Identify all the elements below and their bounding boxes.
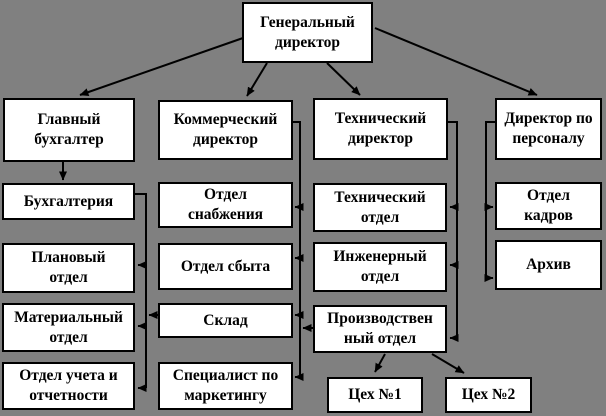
trunk-pers [486,122,495,278]
org-node-label: отдел [49,269,88,286]
org-node-label: ный отдел [343,330,417,347]
org-node-supply-dept [158,182,293,228]
org-node-label: Цех №1 [348,386,402,404]
org-node-chief-accountant [3,98,135,162]
org-node-warehouse [158,303,293,338]
org-node-label: Технический [334,110,427,128]
org-node-label: Инженерный [333,248,427,266]
arrow-gen-to-komm [247,63,267,96]
org-node-label: Генеральный [260,13,355,31]
org-node-hr-director [495,98,602,160]
arrow-gen-to-tech [327,63,360,95]
org-node-material-dept [2,303,135,352]
org-node-commercial-director [158,100,293,160]
org-node-label: Бухгалтерия [23,192,114,210]
arrow-proizv-to-ceh2 [432,354,464,373]
org-node-technical-director [313,98,448,160]
org-node-label: Коммерческий [173,111,278,129]
org-node-label: отчетности [29,387,108,404]
org-node-label: Главный [37,111,101,129]
org-node-label: Материальный [14,308,123,326]
trunk-komm [293,122,300,377]
org-node-planning-dept [2,243,135,293]
org-node-label: Архив [526,256,571,274]
org-node-label: кадров [524,207,573,224]
arrow-gen-to-pers [375,28,537,95]
org-node-label: отдел [49,328,88,346]
org-node-archive [495,240,602,290]
org-node-label: снабжения [187,206,264,223]
arrow-proizv-to-ceh1 [375,354,385,372]
org-node-workshop-2 [445,377,532,413]
org-node-technical-dept [313,183,447,232]
org-node-label: отдел [360,268,400,285]
org-node-label: бухгалтер [34,131,104,148]
org-node-label: Цех №2 [461,386,516,404]
org-node-marketing-specialist [158,362,293,410]
org-node-label: персоналу [512,130,585,147]
org-node-label: Производствен [327,310,433,328]
org-node-workshop-1 [327,377,423,413]
arrow-gen-to-glav [80,38,243,95]
org-node-records-reporting-dept [2,362,135,410]
org-node-label: Отдел сбыта [180,257,271,275]
org-node-label: Склад [203,311,248,329]
org-node-label: Отдел [204,186,247,204]
org-node-label: директор [275,33,340,51]
org-node-production-dept [313,305,447,353]
org-node-label: маркетингу [184,387,267,404]
org-node-label: директор [193,131,258,148]
org-node-label: Директор по [504,110,593,128]
trunk-tech [448,122,457,338]
org-node-engineering-dept [313,242,447,292]
org-node-general-director [242,2,373,63]
org-node-label: Плановый [31,249,106,267]
org-node-label: Технический [334,188,426,206]
org-node-hr-dept [495,182,602,230]
org-node-label: Отдел учета и [19,367,118,385]
trunk-buh [135,194,146,388]
org-node-label: Специалист по [172,367,279,385]
org-node-accounting [2,183,135,220]
org-node-sales-dept [158,243,293,290]
org-node-label: Отдел [527,187,570,205]
org-node-label: отдел [360,208,400,226]
org-node-label: директор [348,130,413,147]
